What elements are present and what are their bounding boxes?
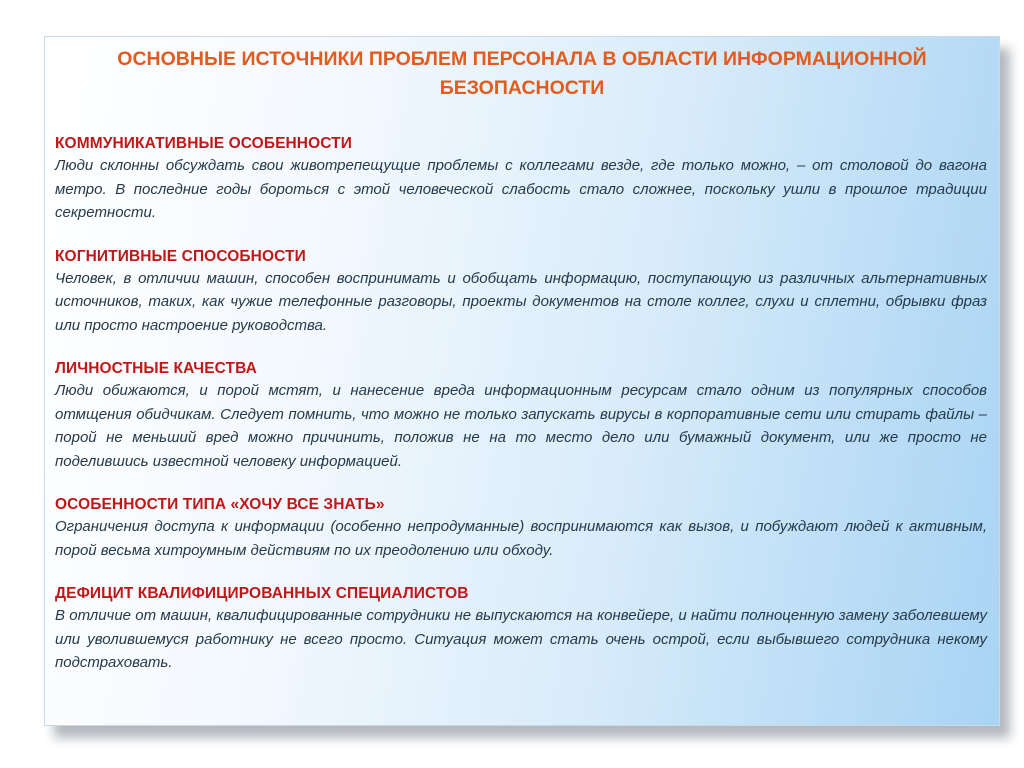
section-text: Человек, в отличии машин, способен воспринимать и обобщать информацию, поступающую из различных альтернативных источников, таких, как чужие телефонные разговоры, проекты документов на столе коллег, слухи и сплетни, обрывки фраз или просто настроение руководства. [55,269,987,334]
section-cognitive [55,246,989,338]
section-heading: КОГНИТИВНЫЕ СПОСОБНОСТИ [55,247,306,265]
section-text: Люди склонны обсуждать свои животрепещущие проблемы с коллегами везде, где только можно, – от столовой до вагона метро. В последние годы бороться с этой человеческой слабость стало сложнее, поскольку ушли в прошлое традиции секретности. [55,157,987,221]
section-curiosity [55,494,989,562]
slide-panel [44,36,1000,726]
section-heading: ДЕФИЦИТ КВАЛИФИЦИРОВАННЫХ СПЕЦИАЛИСТОВ [55,585,469,602]
section-text: В отличие от машин, квалифицированные сотрудники не выпускаются на конвейере, и найти полноценную замену заболевшему или уволившемуся работнику не всего просто. Ситуация может стать очень острой, если выбывшего сотрудника некому подстраховать. [55,607,987,671]
section-text: Ограничения доступа к информации (особенно непродуманные) воспринимаются как вызов, и побуждают людей к активным, порой весьма хитроумным действиям по их преодолению или обходу. [55,518,987,559]
section-heading: ЛИЧНОСТНЫЕ КАЧЕСТВА [55,360,257,377]
section-communicative [55,133,989,225]
section-heading: КОММУНИКАТИВНЫЕ ОСОБЕННОСТИ [55,135,352,152]
section-deficit [55,583,989,675]
section-heading: ОСОБЕННОСТИ ТИПА «ХОЧУ ВСЕ ЗНАТЬ» [55,496,385,513]
section-text: Люди обижаются, и порой мстят, и нанесение вреда информационным ресурсам стало одним из популярных способов отмщения обидчикам. Следует помнить, что можно не только запускать вирусы в корпоративные сети или стирать файлы – порой не меньший вред можно причинить, положив не на то место дело или бумажный документ, или же просто не поделившись известной человеку информацией. [55,382,987,470]
page-title: ОСНОВНЫЕ ИСТОЧНИКИ ПРОБЛЕМ ПЕРСОНАЛА В ОБЛАСТИ ИНФОРМАЦИОННОЙ БЕЗОПАСНОСТИ [117,48,927,99]
section-personal [55,358,989,473]
